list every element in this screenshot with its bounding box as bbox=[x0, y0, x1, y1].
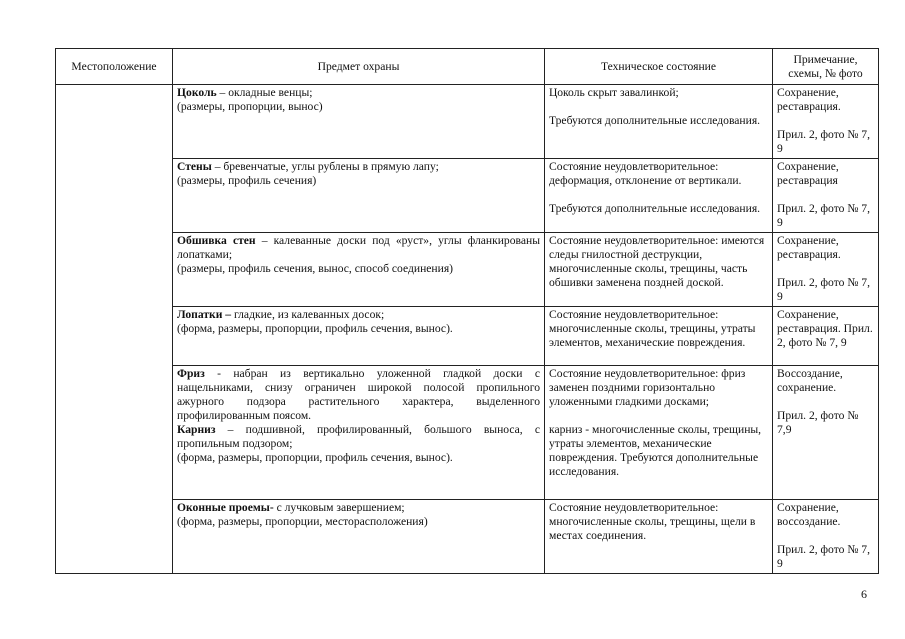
subject-params: (форма, размеры, пропорции, профиль сечения, вынос). bbox=[177, 451, 453, 464]
subject-params: (размеры, профиль сечения) bbox=[177, 174, 317, 187]
header-note: Примечание, схемы, № фото bbox=[773, 49, 879, 85]
condition-text: Цоколь скрыт завалинкой; bbox=[549, 86, 679, 99]
subject-title-2: Карниз bbox=[177, 423, 216, 436]
table-row bbox=[56, 500, 879, 574]
subject-desc: с лучковым завершением; bbox=[273, 501, 405, 514]
subject-cell bbox=[173, 159, 545, 233]
subject-title: Стены bbox=[177, 160, 212, 173]
note-cell bbox=[773, 85, 879, 159]
subject-cell bbox=[173, 233, 545, 307]
table-row bbox=[56, 85, 879, 159]
condition-cell bbox=[545, 159, 773, 233]
table-row bbox=[56, 366, 879, 500]
note-cell bbox=[773, 159, 879, 233]
condition-text: Состояние неудовлетворительное: многочисленные сколы, трещины, щели в местах соединения. bbox=[549, 501, 756, 542]
condition-cell bbox=[545, 500, 773, 574]
note-text: Воссоздание, сохранение. bbox=[777, 367, 843, 394]
subject-desc: – калеванные доски под «руст», углы фланкированы лопатками; bbox=[177, 234, 540, 261]
note-cell bbox=[773, 366, 879, 500]
location-cell bbox=[56, 85, 173, 574]
condition-text: Состояние неудовлетворительное: фриз заменен поздними горизонтально уложенными гладкими досками; bbox=[549, 367, 746, 408]
condition-cell bbox=[545, 85, 773, 159]
note-cell bbox=[773, 307, 879, 366]
note-text: Сохранение, реставрация. bbox=[777, 234, 841, 261]
table-row bbox=[56, 307, 879, 366]
subject-params: (форма, размеры, пропорции, профиль сечения, вынос). bbox=[177, 322, 453, 335]
subject-title: Фриз bbox=[177, 367, 205, 380]
condition-text: карниз - многочисленные сколы, трещины, утраты элементов, механические повреждения. Требуются дополнительные исследования. bbox=[549, 423, 762, 478]
header-condition: Техническое состояние bbox=[545, 49, 773, 85]
subject-cell bbox=[173, 366, 545, 500]
subject-desc: – окладные венцы; bbox=[216, 86, 313, 99]
table-header-row bbox=[56, 49, 879, 85]
subject-desc: - набран из вертикально уложенной гладкой доски с нащельниками, снизу ограничен широкой полосой пропильного ажурного подзора растительного характера, выделенного профилированным поясом. bbox=[177, 367, 540, 422]
subject-title: Цоколь bbox=[177, 86, 217, 99]
subject-cell bbox=[173, 500, 545, 574]
note-ref: Прил. 2, фото № 7, 9 bbox=[777, 543, 870, 570]
condition-cell bbox=[545, 366, 773, 500]
table-row bbox=[56, 233, 879, 307]
subject-cell bbox=[173, 85, 545, 159]
subject-params: (размеры, профиль сечения, вынос, способ соединения) bbox=[177, 262, 454, 275]
note-ref: Прил. 2, фото № 7, 9 bbox=[777, 276, 870, 303]
note-ref: Прил. 2, фото № 7, 9 bbox=[777, 202, 870, 229]
document-sheet bbox=[55, 48, 878, 574]
condition-text: Требуются дополнительные исследования. bbox=[549, 114, 761, 127]
note-ref: Прил. 2, фото № 7, 9 bbox=[777, 128, 870, 155]
page-number: 6 bbox=[861, 587, 867, 601]
condition-text: Состояние неудовлетворительное: многочисленные сколы, трещины, утраты элементов, механические повреждения. bbox=[549, 308, 756, 349]
table-row bbox=[56, 159, 879, 233]
subject-title: Оконные проемы- bbox=[177, 501, 274, 514]
note-ref: Прил. 2, фото № 7,9 bbox=[777, 409, 859, 436]
subject-desc: – бревенчатые, углы рублены в прямую лапу; bbox=[211, 160, 439, 173]
subject-params: (форма, размеры, пропорции, месторасположения) bbox=[177, 515, 428, 528]
header-location: Местоположение bbox=[56, 49, 173, 85]
condition-cell bbox=[545, 233, 773, 307]
subject-desc: гладкие, из калеванных досок; bbox=[231, 308, 385, 321]
header-subject: Предмет охраны bbox=[173, 49, 545, 85]
note-cell bbox=[773, 500, 879, 574]
condition-text: Состояние неудовлетворительное: деформация, отклонение от вертикали. bbox=[549, 160, 742, 187]
note-text: Сохранение, реставрация. Прил. 2, фото № 7, 9 bbox=[777, 308, 873, 349]
protection-table bbox=[55, 48, 879, 574]
subject-cell bbox=[173, 307, 545, 366]
note-text: Сохранение, реставрация. bbox=[777, 86, 841, 113]
subject-title: Лопатки – bbox=[177, 308, 232, 321]
condition-text: Требуются дополнительные исследования. bbox=[549, 202, 761, 215]
condition-cell bbox=[545, 307, 773, 366]
note-text: Сохранение, реставрация bbox=[777, 160, 839, 187]
note-cell bbox=[773, 233, 879, 307]
subject-desc-2: – подшивной, профилированный, большого выноса, с пропильным подзором; bbox=[177, 423, 540, 450]
subject-params: (размеры, пропорции, вынос) bbox=[177, 100, 323, 113]
note-text: Сохранение, воссоздание. bbox=[777, 501, 841, 528]
condition-text: Состояние неудовлетворительное: имеются следы гнилостной деструкции, многочисленные сколы, трещины, часть обшивки заменена поздней доской. bbox=[549, 234, 765, 289]
subject-title: Обшивка стен bbox=[177, 234, 256, 247]
